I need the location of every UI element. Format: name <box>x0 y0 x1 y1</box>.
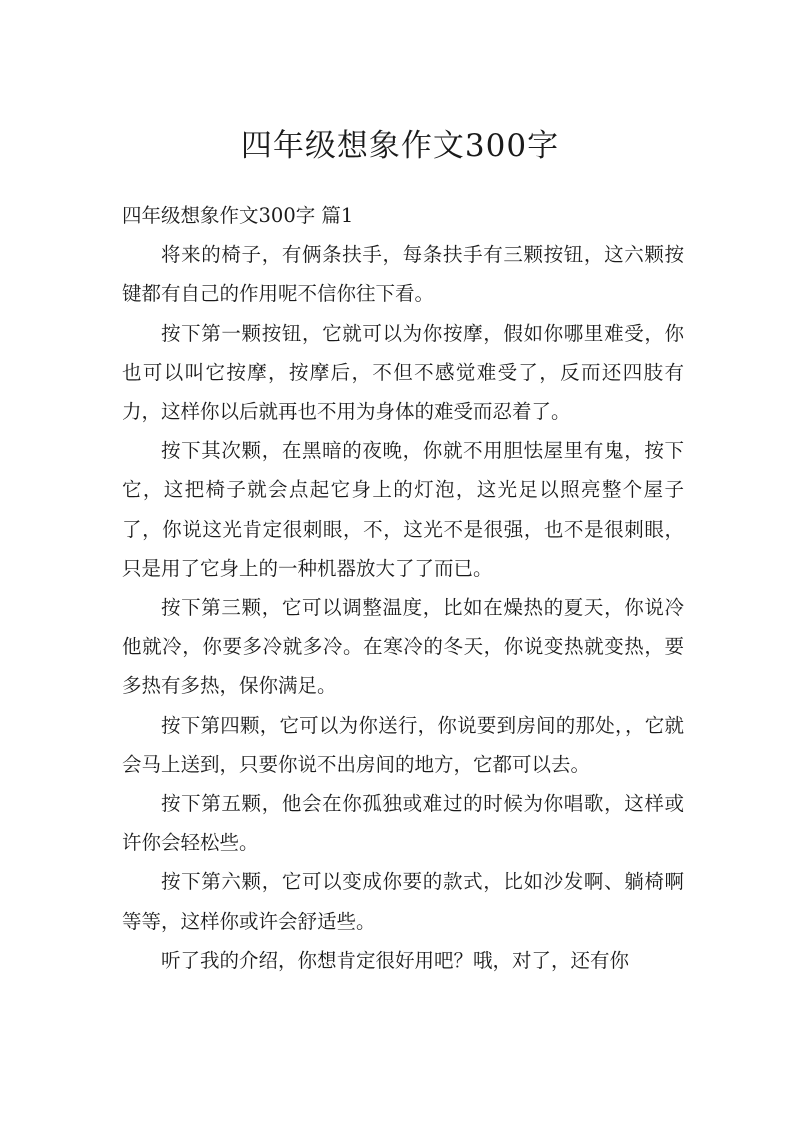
paragraph-5: 按下第四颗，它可以为你送行，你说要到房间的那处，，它就会马上送到，只要你说不出房间的地方，它都可以去。 <box>122 713 684 776</box>
document-title: 四年级想象作文300字 <box>240 128 560 164</box>
paragraph-6: 按下第五颗，他会在你孤独或难过的时候为你唱歌，这样或许你会轻松些。 <box>122 792 684 855</box>
paragraph-4: 按下第三颗，它可以调整温度，比如在燥热的夏天，你说冷他就冷，你要多冷就多冷。在寒冷的冬天，你说变热就变热，要多热有多热，保你满足。 <box>122 596 684 698</box>
document-body <box>122 196 684 980</box>
paragraph-1: 将来的椅子，有俩条扶手，每条扶手有三颗按钮，这六颗按键都有自己的作用呢不信你往下看。 <box>122 243 684 306</box>
paragraph-8: 听了我的介绍，你想肯定很好用吧？哦，对了，还有你 <box>161 948 630 972</box>
paragraph-2: 按下第一颗按钮，它就可以为你按摩，假如你哪里难受，你也可以叫它按摩，按摩后，不但不感觉难受了，反而还四肢有力，这样你以后就再也不用为身体的难受而忍着了。 <box>122 321 684 424</box>
paragraph-3: 按下其次颗，在黑暗的夜晚，你就不用胆怯屋里有鬼，按下它，这把椅子就会点起它身上的灯泡，这光足以照亮整个屋子了，你说这光肯定很刺眼，不，这光不是很强，也不是很刺眼，只是用了它身上的一种机器放大了了而已。 <box>122 439 684 580</box>
paragraph-7: 按下第六颗，它可以变成你要的款式，比如沙发啊、躺椅啊等等，这样你或许会舒适些。 <box>122 870 684 933</box>
section-heading: 四年级想象作文300字 篇1 <box>122 204 354 227</box>
